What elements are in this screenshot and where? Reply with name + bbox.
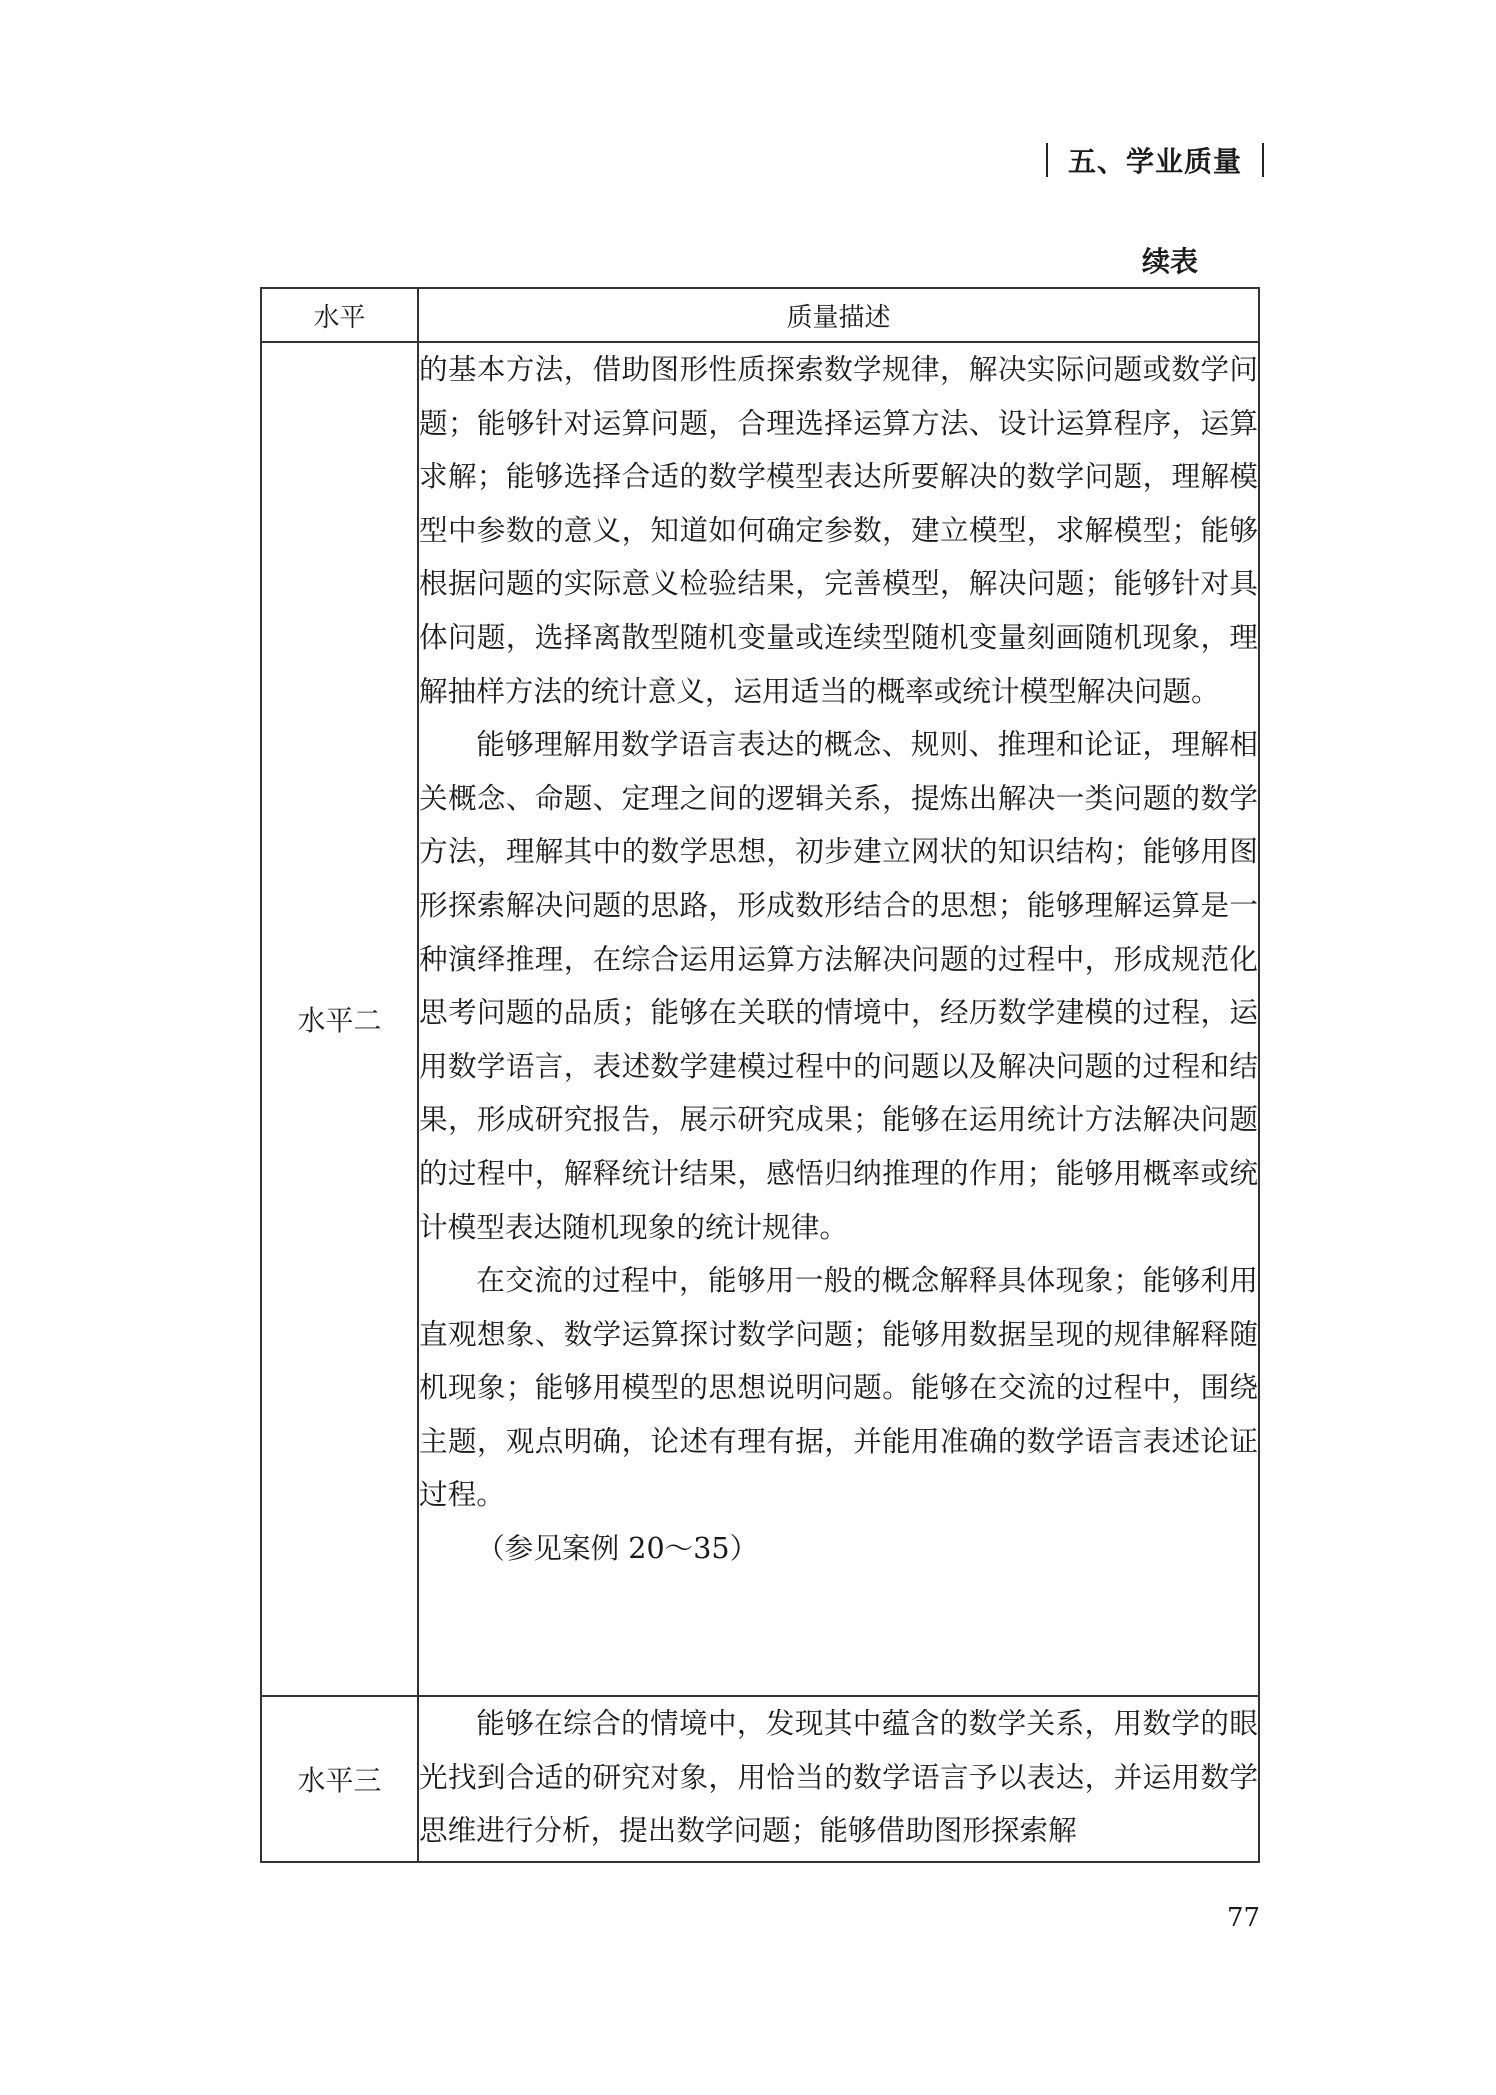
description-cell bbox=[418, 342, 1259, 1696]
header-level: 水平 bbox=[261, 288, 418, 342]
description-paragraph: 能够理解用数学语言表达的概念、规则、推理和论证，理解相关概念、命题、定理之间的逻辑关系，提炼出解决一类问题的数学方法，理解其中的数学思想，初步建立网状的知识结构；能够用图形探索解决问题的思路，形成数形结合的思想；能够理解运算是一种演绎推理，在综合运用运算方法解决问题的过程中，形成规范化思考问题的品质；能够在关联的情境中，经历数学建模的过程，运用数学语言，表述数学建模过程中的问题以及解决问题的过程和结果，形成研究报告，展示研究成果；能够在运用统计方法解决问题的过程中，解释统计结果，感悟归纳推理的作用；能够用概率或统计模型表达随机现象的统计规律。 bbox=[419, 727, 1258, 1244]
level-cell: 水平二 bbox=[261, 342, 418, 1696]
case-reference: （参见案例 20～35） bbox=[476, 1531, 759, 1566]
quality-table bbox=[260, 287, 1260, 1863]
table-header-row bbox=[261, 288, 1259, 342]
continued-table-label: 续表 bbox=[1142, 245, 1199, 278]
running-head-right-rule bbox=[1262, 143, 1264, 177]
running-head bbox=[1046, 140, 1264, 180]
running-head-title: 五、学业质量 bbox=[1067, 145, 1242, 178]
table-row-level-3 bbox=[261, 1696, 1259, 1862]
table-row-level-2 bbox=[261, 342, 1259, 1696]
page-number: 77 bbox=[1227, 1903, 1261, 1933]
description-cell bbox=[418, 1696, 1259, 1862]
description-paragraph: 在交流的过程中，能够用一般的概念解释具体现象；能够利用直观想象、数学运算探讨数学问题；能够用数据呈现的规律解释随机现象；能够用模型的思想说明问题。能够在交流的过程中，围绕主题，观点明确，论述有理有据，并能用准确的数学语言表述论证过程。 bbox=[419, 1263, 1258, 1512]
header-description: 质量描述 bbox=[418, 288, 1259, 342]
description-paragraph: 的基本方法，借助图形性质探索数学规律，解决实际问题或数学问题；能够针对运算问题，合理选择运算方法、设计运算程序，运算求解；能够选择合适的数学模型表达所要解决的数学问题，理解模型中参数的意义，知道如何确定参数，建立模型，求解模型；能够根据问题的实际意义检验结果，完善模型，解决问题；能够针对具体问题，选择离散型随机变量或连续型随机变量刻画随机现象，理解抽样方法的统计意义，运用适当的概率或统计模型解决问题。 bbox=[419, 352, 1258, 708]
level-cell: 水平三 bbox=[261, 1696, 418, 1862]
description-paragraph: 能够在综合的情境中，发现其中蕴含的数学关系，用数学的眼光找到合适的研究对象，用恰当的数学语言予以表达，并运用数学思维进行分析，提出数学问题；能够借助图形探索解 bbox=[419, 1706, 1258, 1848]
